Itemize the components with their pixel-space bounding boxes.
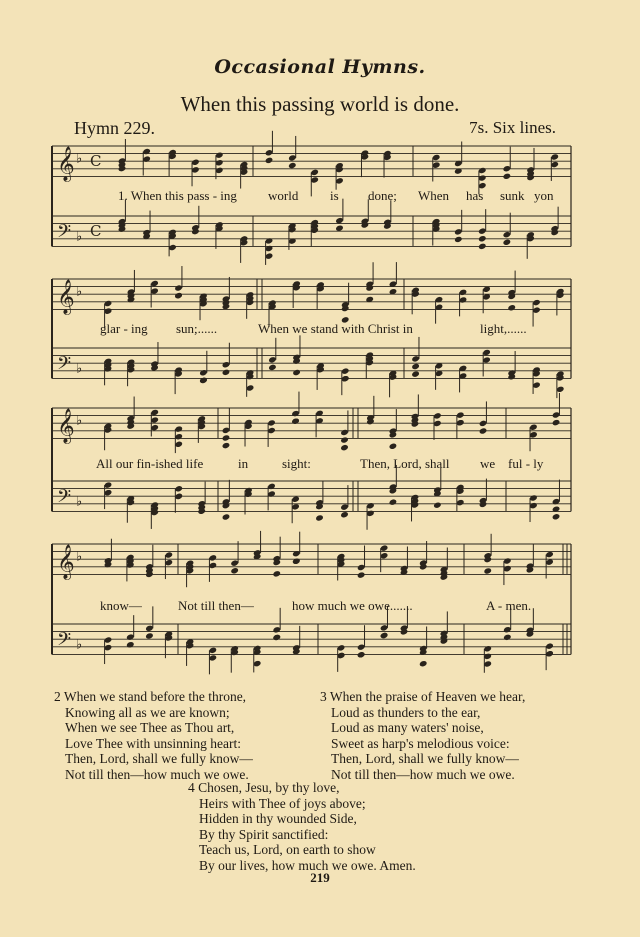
note-head	[419, 660, 428, 667]
note-head	[292, 369, 301, 376]
verse-line: By our lives, how much we owe. Amen.	[199, 857, 416, 873]
music-notes	[104, 131, 565, 675]
hymn-meter: 7s. Six lines.	[469, 118, 556, 137]
verse-line: Loud as thunders to the ear,	[331, 704, 481, 720]
verse-line: Not till then—how much we owe.	[65, 766, 249, 782]
flat-icon: ♭	[76, 413, 83, 429]
hymn-title: When this passing world is done.	[180, 92, 460, 116]
note-head	[265, 157, 274, 164]
lyric: in	[238, 456, 249, 471]
note-head	[357, 571, 366, 578]
note-head	[268, 364, 277, 371]
lyric: sight:	[282, 456, 311, 471]
lyric: light,......	[480, 321, 527, 336]
verse-line: 3 When the praise of Heaven we hear,	[320, 689, 526, 704]
note-head	[483, 567, 492, 574]
note-head	[389, 443, 398, 450]
note-head	[411, 363, 420, 370]
verse-3	[320, 689, 525, 783]
lyric: yon	[534, 188, 554, 203]
note-head	[315, 514, 324, 521]
note-head	[272, 570, 281, 577]
treble-clef-icon: 𝄞	[57, 544, 75, 580]
flat-icon: ♭	[76, 229, 83, 245]
note-head	[174, 292, 183, 299]
verse-line: Heirs with Thee of joys above;	[199, 795, 366, 811]
lyric: A - men.	[486, 598, 532, 613]
verse-line: By thy Spirit sanctified:	[199, 826, 329, 842]
lyric: sun;......	[176, 321, 218, 336]
lyric: When	[418, 188, 450, 203]
verse-line: 2 When we stand before the throne,	[54, 689, 247, 704]
verse-line: Knowing all as we are known;	[65, 704, 230, 720]
hymn-number: Hymn 229.	[74, 118, 155, 138]
lyric: we	[480, 456, 496, 471]
note-head	[145, 632, 154, 639]
note-head	[411, 370, 420, 377]
note-head	[340, 511, 349, 518]
note-head	[454, 236, 463, 243]
lyric: Then, Lord, shall	[360, 456, 450, 471]
lyric: know—	[100, 598, 142, 613]
verse-4	[188, 780, 416, 874]
lyric: ful - ly	[508, 456, 544, 471]
note-head	[552, 419, 561, 426]
verse-line: When we see Thee as Thou art,	[65, 720, 235, 736]
bass-clef-icon: 𝄢	[57, 486, 72, 512]
lyric: glar - ing	[100, 321, 148, 336]
note-head	[478, 235, 487, 242]
verse-line: Teach us, Lord, on earth to show	[199, 842, 376, 858]
note-head	[292, 558, 301, 565]
lyric: has	[466, 188, 484, 203]
note-head	[272, 634, 281, 641]
bass-clef-icon: 𝄢	[57, 629, 72, 655]
lyric: world	[268, 188, 299, 203]
note-head	[222, 513, 231, 520]
flat-icon: ♭	[76, 637, 83, 653]
verse-line: Then, Lord, shall we fully know—	[65, 751, 253, 767]
lyric: Not till then—	[178, 598, 254, 613]
note-head	[389, 498, 398, 505]
note-head	[230, 567, 239, 574]
note-head	[126, 641, 135, 648]
note-head	[503, 239, 512, 246]
verse-line: Not till then—how much we owe.	[331, 766, 515, 782]
treble-clef-icon: 𝄞	[57, 146, 75, 182]
lyric: sunk	[500, 188, 525, 203]
bass-clef-icon: 𝄢	[57, 353, 72, 379]
note-head	[222, 369, 231, 376]
bass-clef-icon: 𝄢	[57, 221, 72, 247]
lyric-row-2	[0, 321, 640, 341]
verse-line: Hidden in thy wounded Side,	[199, 811, 357, 827]
lyric-row-1	[0, 188, 640, 208]
treble-clef-icon: 𝄞	[57, 408, 75, 444]
note-head	[222, 442, 231, 449]
verse-line: 4 Chosen, Jesu, by thy love,	[188, 780, 340, 795]
lyric: All our fin-ished life	[96, 456, 204, 471]
note-head	[380, 632, 389, 639]
note-head	[340, 436, 349, 443]
note-head	[357, 651, 366, 658]
note-head	[199, 377, 208, 384]
note-head	[291, 418, 300, 425]
flat-icon: ♭	[76, 151, 83, 167]
note-head	[507, 304, 516, 311]
flat-icon: ♭	[76, 361, 83, 377]
note-head	[340, 444, 349, 451]
flat-icon: ♭	[76, 284, 83, 300]
lyric-row-4	[0, 598, 640, 618]
lyric: When we stand with Christ in	[258, 321, 413, 336]
lyric: how much we owe.......	[292, 598, 413, 613]
time-signature: C	[90, 151, 102, 170]
note-head	[433, 502, 442, 509]
note-head	[479, 427, 488, 434]
flat-icon: ♭	[76, 549, 83, 565]
note-head	[222, 434, 231, 441]
note-head	[552, 513, 561, 520]
note-head	[503, 634, 512, 641]
lyric: done;	[368, 188, 397, 203]
verse-line: Loud as many waters' noise,	[331, 720, 484, 736]
section-title: Occasional Hymns.	[214, 56, 426, 78]
lyric-row-3	[0, 456, 640, 476]
treble-clef-icon: 𝄞	[57, 279, 75, 315]
verse-2	[54, 689, 253, 783]
note-head	[288, 162, 297, 169]
lyric: 1. When this pass - ing	[118, 188, 237, 203]
verse-line: Love Thee with unsinning heart:	[65, 735, 241, 751]
verse-line: Sweet as harp's melodious voice:	[331, 735, 510, 751]
lyric: is	[330, 188, 339, 203]
note-head	[478, 243, 487, 250]
note-head	[503, 173, 512, 180]
time-signature: C	[90, 221, 102, 240]
verse-line: Then, Lord, shall we fully know—	[331, 751, 519, 767]
page-number: 219	[310, 870, 330, 885]
flat-icon: ♭	[76, 494, 83, 510]
